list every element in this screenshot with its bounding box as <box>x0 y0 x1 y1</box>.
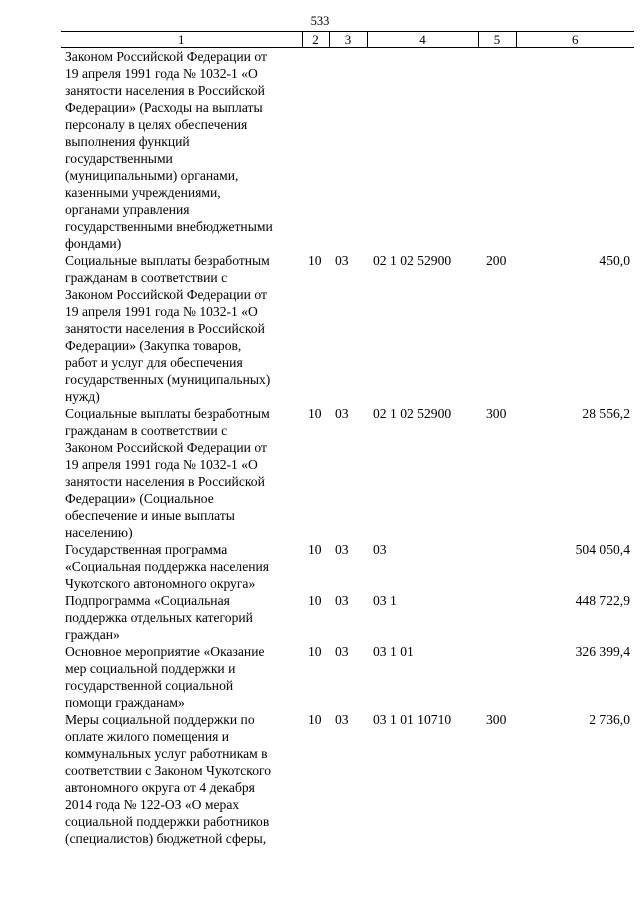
row-description <box>61 252 302 405</box>
row-amount <box>516 405 634 541</box>
row-description <box>61 48 302 253</box>
row-section-code-text: 10 <box>308 542 322 557</box>
row-target-article-text: 03 1 <box>373 593 397 608</box>
row-target-article-text: 03 1 01 <box>373 644 414 659</box>
row-section-code-text: 10 <box>308 406 322 421</box>
row-section-code-text: 10 <box>308 712 322 727</box>
row-subsection-code <box>329 252 367 405</box>
row-amount <box>516 252 634 405</box>
row-expense-type-text: 300 <box>486 406 507 421</box>
row-amount-text: 450,0 <box>599 253 630 268</box>
row-expense-type <box>478 541 516 592</box>
row-subsection-code <box>329 541 367 592</box>
row-target-article <box>367 711 478 847</box>
row-subsection-code <box>329 643 367 711</box>
row-amount <box>516 643 634 711</box>
column-header: 4 <box>367 32 478 48</box>
row-expense-type <box>478 252 516 405</box>
table-row <box>61 711 634 847</box>
table-row <box>61 541 634 592</box>
row-amount-text: 2 736,0 <box>589 712 630 727</box>
row-description-text: Основное мероприятие «Оказание мер социальной поддержки и государственной социальной помощи гражданам» <box>65 644 265 710</box>
row-amount-text: 326 399,4 <box>575 644 630 659</box>
row-amount <box>516 541 634 592</box>
row-section-code <box>302 541 329 592</box>
row-description <box>61 711 302 847</box>
row-expense-type <box>478 592 516 643</box>
row-expense-type <box>478 48 516 253</box>
row-target-article <box>367 643 478 711</box>
row-subsection-code <box>329 711 367 847</box>
row-target-article-text: 03 <box>373 542 387 557</box>
row-expense-type <box>478 405 516 541</box>
row-subsection-code-text: 03 <box>335 593 349 608</box>
column-header: 1 <box>61 32 302 48</box>
row-expense-type <box>478 711 516 847</box>
row-amount-text: 448 722,9 <box>575 593 630 608</box>
row-target-article <box>367 405 478 541</box>
column-header: 5 <box>478 32 516 48</box>
row-target-article <box>367 541 478 592</box>
row-section-code <box>302 643 329 711</box>
row-amount-text: 28 556,2 <box>582 406 630 421</box>
row-description-text: Законом Российской Федерации от 19 апреля 1991 года № 1032-1 «О занятости населения в Российской Федерации» (Расходы на выплаты персоналу в целях обеспечения выполнения функций государственными (муниципальными) органами, казенными учреждениями, органами управления государственными внебюджетными фондами) <box>65 49 273 251</box>
row-target-article-text: 02 1 02 52900 <box>373 253 452 268</box>
row-description-text: Социальные выплаты безработным гражданам в соответствии с Законом Российской Федерации от 19 апреля 1991 года № 1032-1 «О занятости населения в Российской Федерации» (Социальное обеспечение и иные выплаты населению) <box>65 406 270 540</box>
row-description <box>61 592 302 643</box>
row-target-article-text: 02 1 02 52900 <box>373 406 452 421</box>
row-description <box>61 541 302 592</box>
row-description <box>61 643 302 711</box>
row-subsection-code-text: 03 <box>335 644 349 659</box>
row-section-code-text: 10 <box>308 253 322 268</box>
row-amount <box>516 711 634 847</box>
row-section-code <box>302 711 329 847</box>
column-header: 6 <box>516 32 634 48</box>
row-target-article-text: 03 1 01 10710 <box>373 712 452 727</box>
row-expense-type <box>478 643 516 711</box>
row-subsection-code-text: 03 <box>335 542 349 557</box>
row-subsection-code-text: 03 <box>335 712 349 727</box>
row-description-text: Социальные выплаты безработным гражданам в соответствии с Законом Российской Федерации от 19 апреля 1991 года № 1032-1 «О занятости населения в Российской Федерации» (Закупка товаров, работ и услуг для обеспечения государственных (муниципальных) нужд) <box>65 253 271 404</box>
row-amount <box>516 48 634 253</box>
row-subsection-code <box>329 48 367 253</box>
table-row <box>61 405 634 541</box>
row-subsection-code-text: 03 <box>335 406 349 421</box>
table-row <box>61 252 634 405</box>
row-section-code <box>302 592 329 643</box>
row-target-article <box>367 48 478 253</box>
table-row <box>61 643 634 711</box>
table-row <box>61 592 634 643</box>
row-target-article <box>367 252 478 405</box>
budget-table <box>61 31 634 847</box>
row-section-code <box>302 48 329 253</box>
row-subsection-code <box>329 405 367 541</box>
row-section-code-text: 10 <box>308 644 322 659</box>
row-expense-type-text: 200 <box>486 253 507 268</box>
row-target-article <box>367 592 478 643</box>
row-expense-type-text: 300 <box>486 712 507 727</box>
row-description-text: Государственная программа «Социальная поддержка населения Чукотского автономного округа» <box>65 542 270 591</box>
row-description <box>61 405 302 541</box>
column-header: 3 <box>329 32 367 48</box>
row-description-text: Меры социальной поддержки по оплате жилого помещения и коммунальных услуг работникам в соответствии с Законом Чукотского автономного округа от 4 декабря 2014 года № 122-ОЗ «О мерах социальной поддержки работников (специалистов) бюджетной сферы, <box>65 712 272 846</box>
header-row <box>61 32 634 48</box>
row-subsection-code-text: 03 <box>335 253 349 268</box>
row-section-code <box>302 405 329 541</box>
row-description-text: Подпрограмма «Социальная поддержка отдельных категорий граждан» <box>65 593 253 642</box>
row-amount-text: 504 050,4 <box>575 542 630 557</box>
row-section-code-text: 10 <box>308 593 322 608</box>
row-section-code <box>302 252 329 405</box>
column-header: 2 <box>302 32 329 48</box>
row-subsection-code <box>329 592 367 643</box>
row-amount <box>516 592 634 643</box>
table-row <box>61 48 634 253</box>
page-number: 533 <box>310 14 330 28</box>
